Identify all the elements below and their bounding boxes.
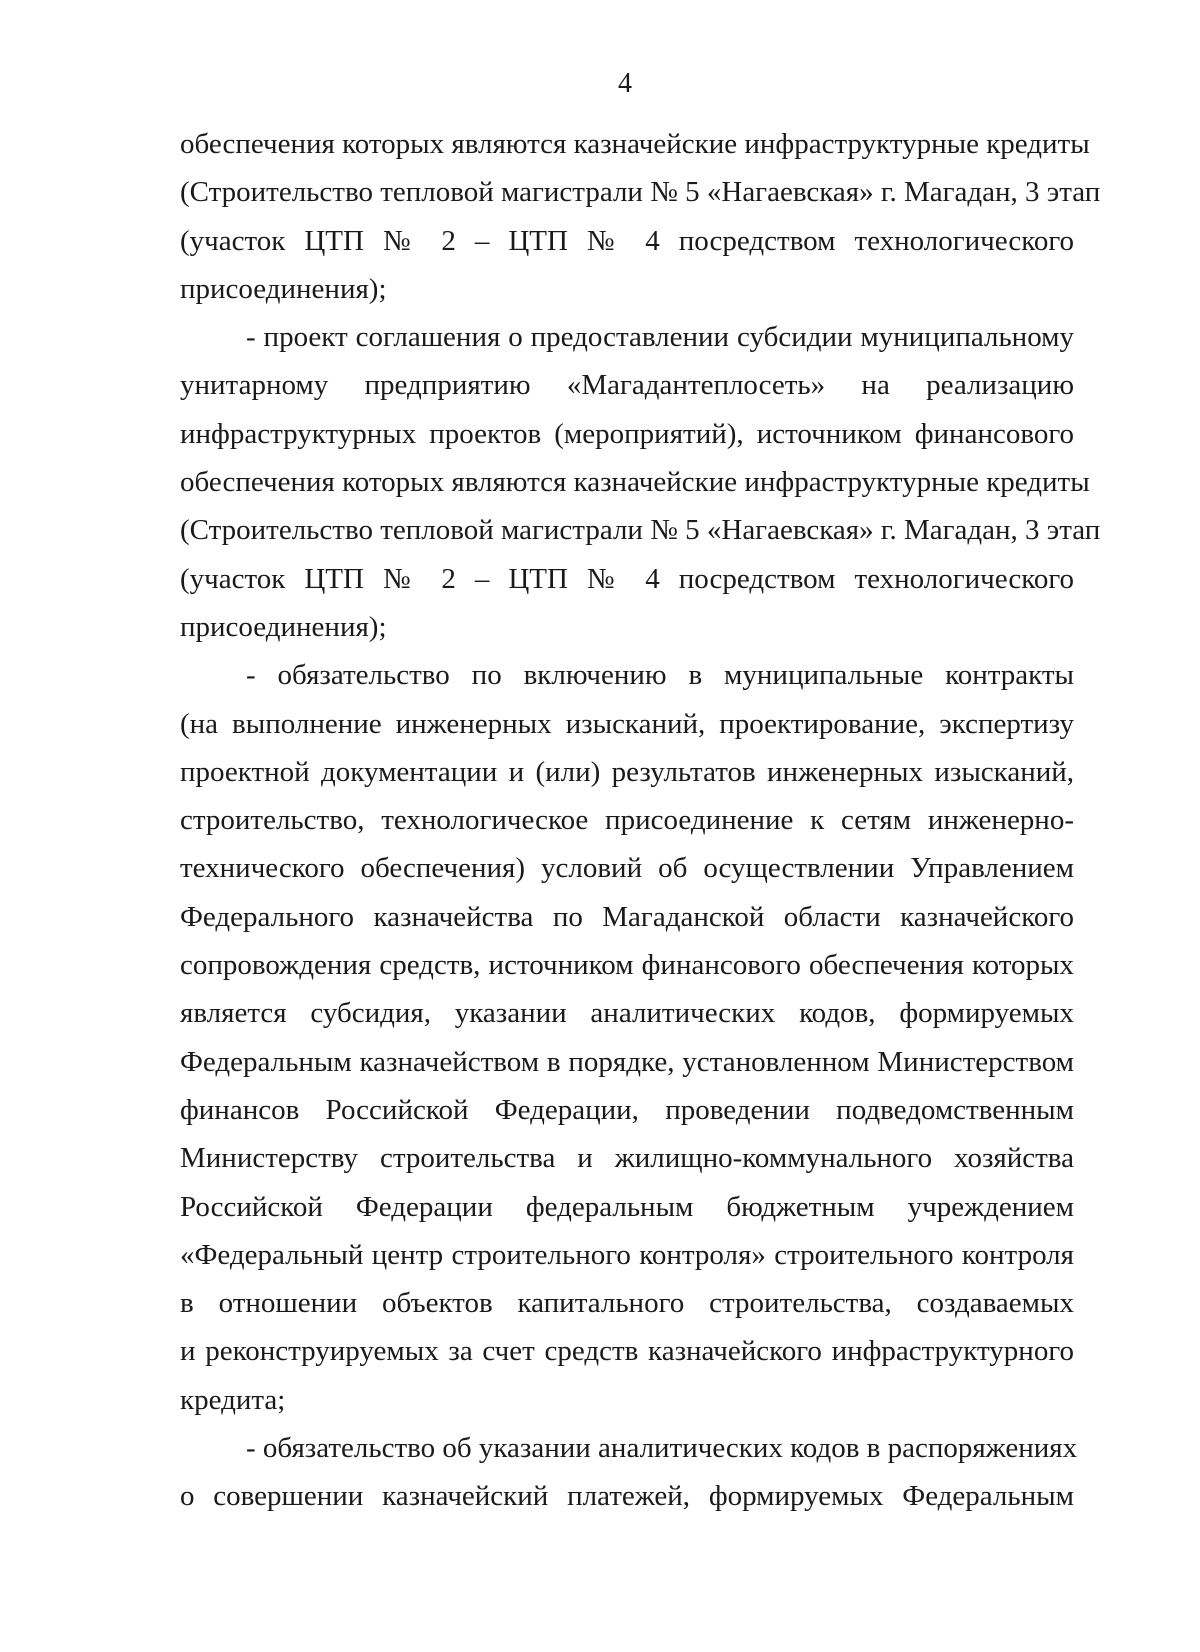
text-line: присоединения); [180, 610, 387, 643]
text-line: (участок ЦТП № 2 – ЦТП № 4 посредством технологического [180, 562, 1074, 595]
text-line: о совершении казначейский платежей, формируемых Федеральным [180, 1480, 1074, 1513]
text-line: проектной документации и (или) результатов инженерных изысканий, [180, 755, 1074, 788]
paragraph-payment-codes [180, 1424, 1078, 1521]
text-line: присоединения); [180, 272, 387, 305]
text-line: - проект соглашения о предоставлении субсидии муниципальному [246, 321, 1074, 354]
text-line: Федерального казначейства по Магаданской области казначейского [180, 900, 1074, 933]
text-line: строительство, технологическое присоединение к сетям инженерно- [180, 804, 1074, 837]
text-line: (участок ЦТП № 2 – ЦТП № 4 посредством технологического [180, 224, 1074, 257]
text-line: технического обеспечения) условий об осуществлении Управлением [180, 852, 1074, 885]
text-line: обеспечения которых являются казначейские инфраструктурные кредиты [180, 466, 1090, 499]
document-body [180, 120, 1101, 1521]
text-line: унитарному предприятию «Магадантеплосеть» на реализацию [180, 369, 1074, 402]
text-line: Федеральным казначейством в порядке, установленном Министерством [180, 1045, 1074, 1078]
text-line: - обязательство по включению в муниципальные контракты [246, 659, 1074, 692]
text-line: является субсидия, указании аналитических кодов, формируемых [180, 997, 1074, 1030]
text-line: (Строительство тепловой магистрали № 5 «Нагаевская» г. Магадан, 3 этап [180, 176, 1101, 209]
text-line: Министерству строительства и жилищно-коммунального хозяйства [180, 1142, 1074, 1175]
text-line: «Федеральный центр строительного контроля» строительного контроля [180, 1238, 1074, 1271]
text-line: обеспечения которых являются казначейские инфраструктурные кредиты [180, 128, 1090, 160]
text-line: - обязательство об указании аналитических кодов в распоряжениях [246, 1432, 1078, 1465]
paragraph-agreement-draft [180, 313, 1101, 651]
text-line: Российской Федерации федеральным бюджетным учреждением [180, 1190, 1074, 1223]
text-line: кредита; [180, 1383, 286, 1416]
text-line: и реконструируемых за счет средств казначейского инфраструктурного [180, 1335, 1074, 1368]
page-number: 4 [618, 68, 632, 99]
paragraph-continuation [180, 120, 1101, 313]
text-line: инфраструктурных проектов (мероприятий), источником финансового [180, 417, 1074, 450]
text-line: (на выполнение инженерных изысканий, проектирование, экспертизу [180, 707, 1074, 740]
paragraph-contract-obligation [180, 651, 1074, 1424]
text-line: в отношении объектов капитального строительства, создаваемых [180, 1287, 1074, 1320]
text-line: сопровождения средств, источником финансового обеспечения которых [180, 949, 1074, 982]
text-line: финансов Российской Федерации, проведении подведомственным [180, 1093, 1074, 1126]
text-line: (Строительство тепловой магистрали № 5 «Нагаевская» г. Магадан, 3 этап [180, 514, 1101, 547]
